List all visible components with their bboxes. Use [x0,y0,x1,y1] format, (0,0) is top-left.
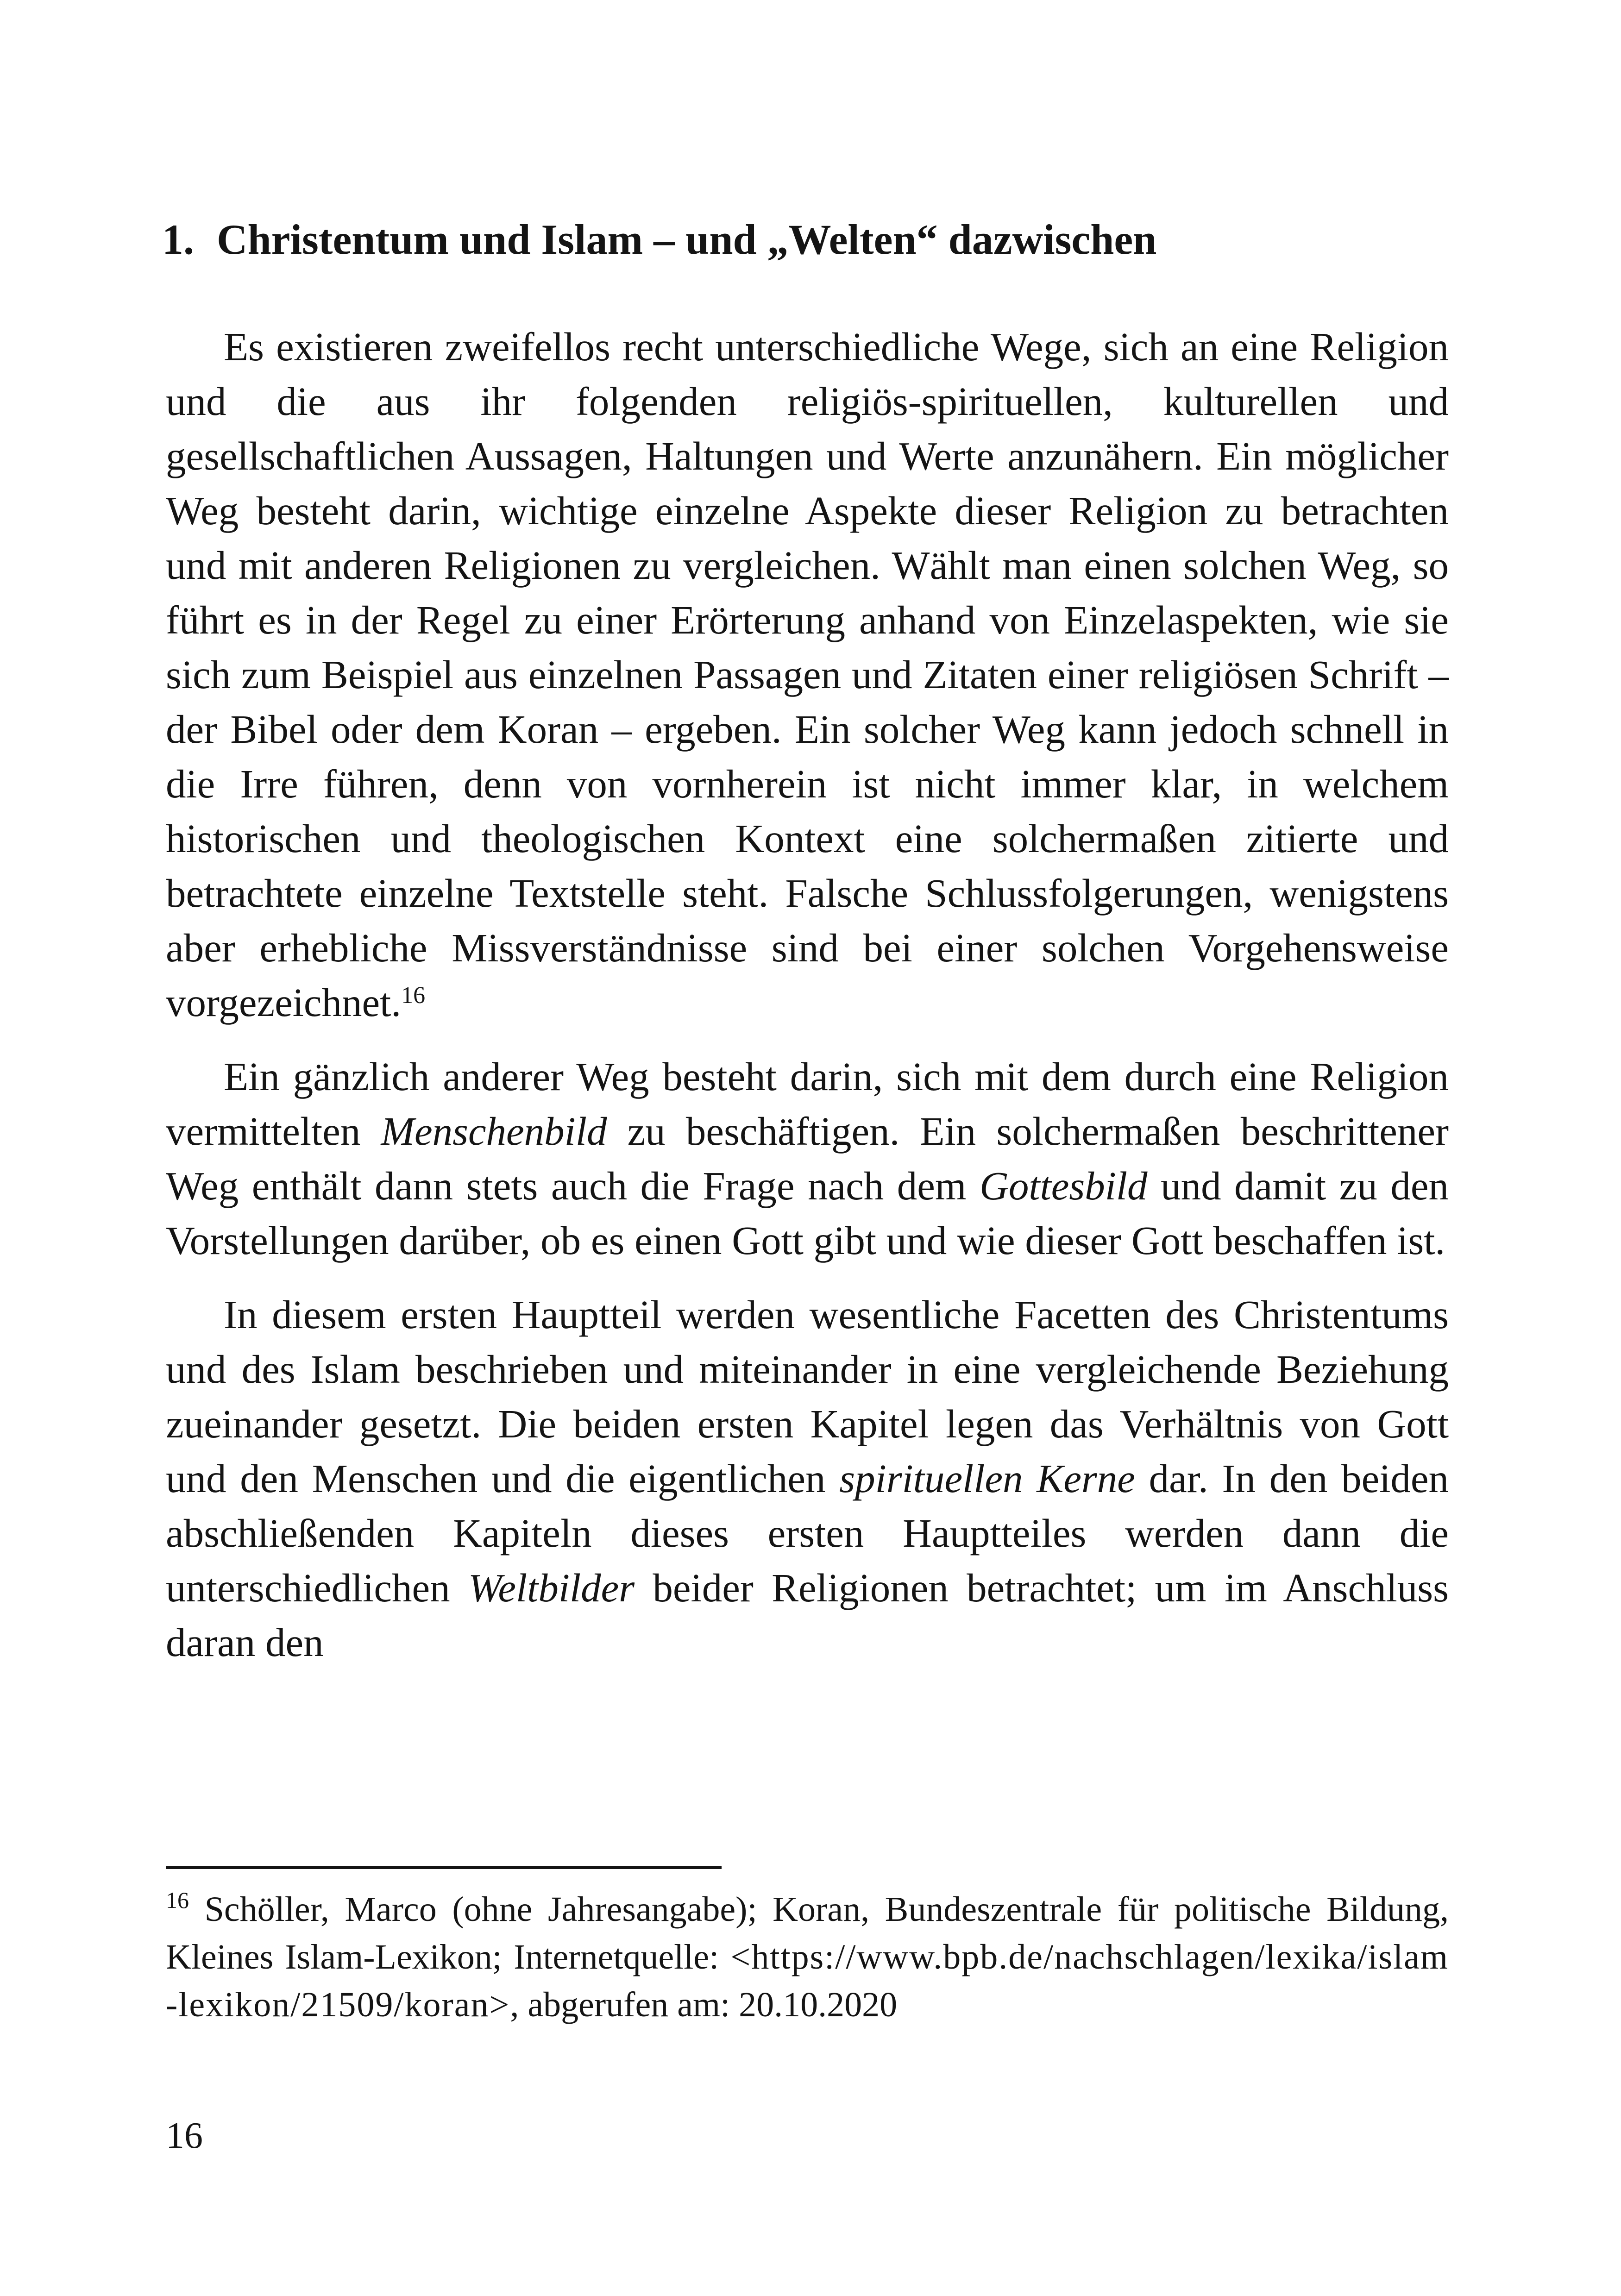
paragraph-3-text-b: dar. In den beiden abschließenden Kapiteln dieses ersten Hauptteiles werden dann die unterschiedlichen [166,1456,1449,1610]
paragraph-3-text-c: beider Religionen betrachtet; um im Anschluss daran den [166,1565,1449,1665]
footnote-suffix: , abgerufen am: 20.10.2020 [510,1985,898,2024]
chapter-title: Christentum und Islam – und „Welten“ dazwischen [217,216,1157,263]
footnote-number: 16 [166,1887,189,1913]
paragraph-2 [166,1049,1449,1268]
page-number: 16 [166,2115,203,2156]
footnote-text: Schöller, Marco (ohne Jahresangabe); Koran, Bundeszentrale für politische Bildung, Kleines Islam-Lexikon; Internetquelle: [166,1890,1449,1976]
footnote-url: <https://www.bpb.de/nachschlagen/lexika/islam-lexikon/21509/koran> [166,1938,1449,2024]
emphasis-spirituellen-kerne: spirituellen Kerne [839,1456,1135,1501]
chapter-number: 1. [162,216,194,263]
footnote-reference: 16 [401,982,426,1009]
body-text [166,320,1449,1689]
paragraph-1-text: Es existieren zweifellos recht unterschiedliche Wege, sich an eine Religion und die aus ihr folgenden religiös-spirituellen, kulturellen und gesellschaftlichen Aussagen, Haltungen und Werte anzunähern. Ein möglicher Weg besteht darin, wichtige einzelne Aspekte dieser Religion zu betrachten und mit anderen Religionen zu vergleichen. Wählt man einen solchen Weg, so führt es in der Regel zu einer Erörterung anhand von Einzelaspekten, wie sie sich zum Beispiel aus einzelnen Passagen und Zitaten einer religiösen Schrift – der Bibel oder dem Koran – ergeben. Ein solcher Weg kann jedoch schnell in die Irre führen, denn von vornherein ist nicht immer klar, in welchem historischen und theologischen Kontext eine solchermaßen zitierte und betrachtete einzelne Textstelle steht. Falsche Schlussfolgerungen, wenigstens aber erhebliche Missverständnisse sind bei einer solchen Vorgehensweise vorgezeichnet. [166,324,1449,1025]
emphasis-menschenbild: Menschenbild [381,1109,607,1154]
chapter-heading [162,214,1459,265]
paragraph-2-text-c: und damit zu den Vorstellungen darüber, ob es einen Gott gibt und wie dieser Gott beschaffen ist. [166,1163,1449,1263]
paragraph-2-text-a: Ein gänzlich anderer Weg besteht darin, sich mit dem durch eine Religion vermittelten [166,1054,1449,1154]
emphasis-gottesbild: Gottesbild [980,1163,1148,1208]
footnote-divider [166,1866,722,1869]
paragraph-1 [166,320,1449,1030]
paragraph-3 [166,1287,1449,1670]
footnote [166,1886,1449,2029]
emphasis-weltbilder: Weltbilder [468,1565,635,1610]
paragraph-2-text-b: zu beschäftigen. Ein solchermaßen beschrittener Weg enthält dann stets auch die Frage nach dem [166,1109,1449,1208]
paragraph-3-text-a: In diesem ersten Hauptteil werden wesentliche Facetten des Christentums und des Islam beschrieben und miteinander in eine vergleichende Beziehung zueinander gesetzt. Die beiden ersten Kapitel legen das Verhältnis von Gott und den Menschen und die eigentlichen [166,1292,1449,1501]
